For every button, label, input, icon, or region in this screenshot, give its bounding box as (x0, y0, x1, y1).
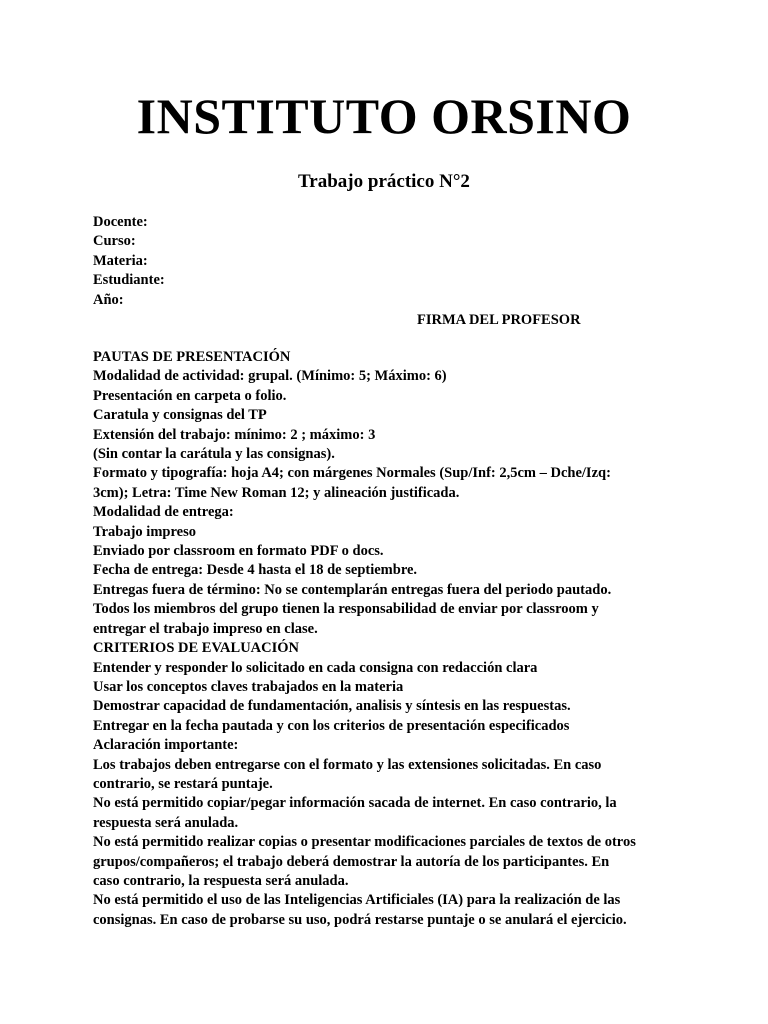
presentacion-line: 3cm); Letra: Time New Roman 12; y alineación justificada. (93, 484, 460, 501)
presentacion-line: entregar el trabajo impreso en clase. (93, 620, 318, 637)
guidelines-content (93, 348, 683, 930)
evaluacion-line: Usar los conceptos claves trabajados en la materia (93, 678, 404, 695)
presentacion-line: Caratula y consignas del TP (93, 407, 267, 424)
field-anio: Año: (93, 291, 124, 308)
evaluacion-line: No está permitido copiar/pegar información sacada de internet. En caso contrario, la (93, 795, 617, 812)
evaluacion-line: Demostrar capacidad de fundamentación, analisis y síntesis en las respuestas. (93, 698, 571, 715)
evaluacion-line: consignas. En caso de probarse su uso, podrá restarse puntaje o se anulará el ejercicio. (93, 911, 627, 928)
presentacion-line: Modalidad de actividad: grupal. (Mínimo: 5; Máximo: 6) (93, 368, 447, 385)
evaluacion-line: Entregar en la fecha pautada y con los criterios de presentación especificados (93, 717, 570, 734)
field-estudiante: Estudiante: (93, 272, 165, 289)
presentacion-line: Formato y tipografía: hoja A4; con márgenes Normales (Sup/Inf: 2,5cm – Dche/Izq: (93, 465, 611, 482)
field-curso: Curso: (93, 233, 136, 250)
evaluacion-line: caso contrario, la respuesta será anulada. (93, 872, 349, 889)
presentacion-line: Todos los miembros del grupo tienen la responsabilidad de enviar por classroom y (93, 601, 599, 618)
evaluacion-line: grupos/compañeros; el trabajo deberá demostrar la autoría de los participantes. En (93, 853, 610, 870)
presentacion-line: (Sin contar la carátula y las consignas). (93, 446, 335, 463)
evaluacion-line: Aclaración importante: (93, 737, 239, 754)
field-docente: Docente: (93, 214, 148, 230)
presentacion-line: Enviado por classroom en formato PDF o docs. (93, 543, 384, 560)
section-heading-evaluacion: CRITERIOS DE EVALUACIÓN (93, 640, 300, 657)
evaluacion-line: respuesta será anulada. (93, 814, 239, 831)
assignment-subtitle: Trabajo práctico N°2 (298, 171, 470, 192)
section-heading-presentacion: PAUTAS DE PRESENTACIÓN (93, 349, 291, 365)
evaluacion-line: Entender y responder lo solicitado en cada consigna con redacción clara (93, 659, 538, 676)
evaluacion-line: contrario, se restará puntaje. (93, 775, 273, 792)
evaluacion-line: No está permitido el uso de las Inteligencias Artificiales (IA) para la realización de las (93, 892, 621, 909)
teacher-signature-label: FIRMA DEL PROFESOR (417, 312, 581, 328)
institution-title: INSTITUTO ORSINO (136, 88, 632, 144)
evaluacion-line: No está permitido realizar copias o presentar modificaciones parciales de textos de otros (93, 834, 636, 851)
presentacion-line: Fecha de entrega: Desde 4 hasta el 18 de septiembre. (93, 562, 418, 579)
presentacion-line: Trabajo impreso (93, 523, 196, 540)
student-fields (93, 213, 683, 310)
presentacion-line: Modalidad de entrega: (93, 504, 234, 521)
presentacion-line: Presentación en carpeta o folio. (93, 387, 287, 404)
evaluacion-line: Los trabajos deben entregarse con el formato y las extensiones solicitadas. En caso (93, 756, 602, 773)
field-materia: Materia: (93, 252, 148, 269)
presentacion-line: Entregas fuera de término: No se contemplarán entregas fuera del periodo pautado. (93, 581, 612, 598)
presentacion-line: Extensión del trabajo: mínimo: 2 ; máximo: 3 (93, 426, 376, 443)
